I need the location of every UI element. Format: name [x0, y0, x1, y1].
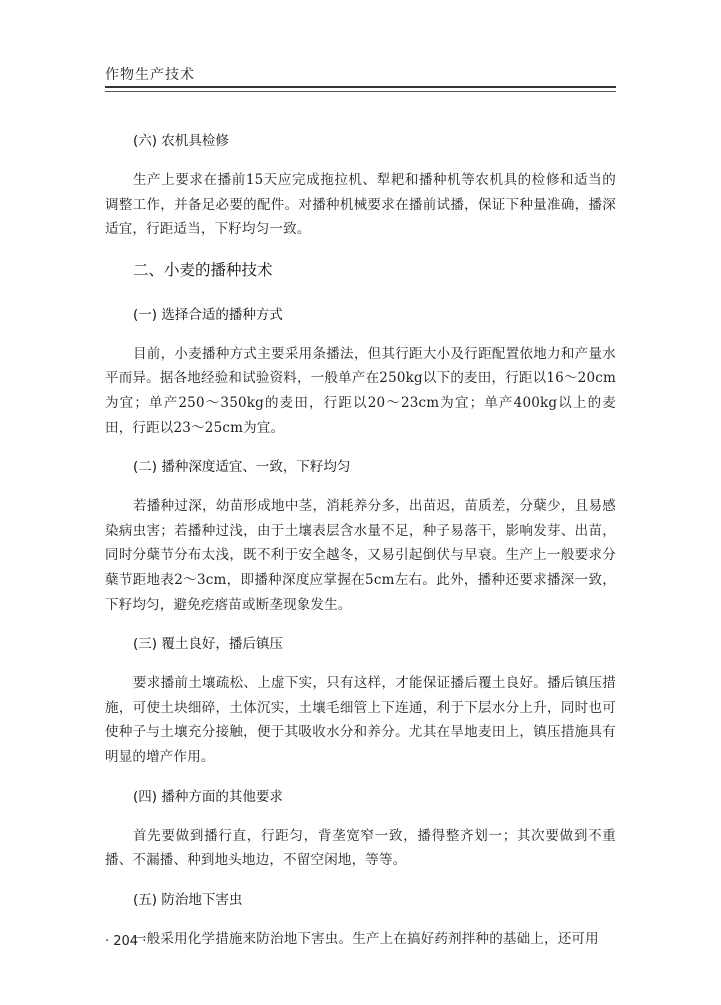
subsection-heading-5: (五) 防治地下害虫: [133, 891, 243, 908]
subsection-heading-3: (三) 覆土良好，播后镇压: [133, 636, 283, 653]
page-body: [105, 128, 616, 965]
header-rule-thin: [105, 91, 616, 92]
paragraph-sowing-method: 目前，小麦播种方式主要采用条播法，但其行距大小及行距配置依地力和产量水平而异。据各地经验和试验资料，一般单产在250kg以下的麦田，行距以16～20cm为宜；单产250～350kg的麦田，行距以20～23cm为宜；单产400kg以上的麦田，行距以23～25cm为宜。: [105, 345, 616, 436]
paragraph-machinery-maintenance: 生产上要求在播前15天应完成拖拉机、犁耙和播种机等农机具的检修和适当的调整工作，并备足必要的配件。对播种机械要求在播前试播，保证下种量准确，播深适宜，行距适当，下籽均匀一致。: [105, 172, 616, 238]
subsection-heading-1: (一) 选择合适的播种方式: [133, 306, 283, 323]
paragraph-sowing-depth: 若播种过深，幼苗形成地中茎，消耗养分多，出苗迟，苗质差，分蘖少，且易感染病虫害；若播种过浅，由于土壤表层含水量不足，种子易落干，影响发芽、出苗，同时分蘖节分布太浅，既不利于安全越冬，又易引起倒伏与早衰。生产上一般要求分蘖节距地表2～3cm，即播种深度应掌握在5cm左右。此外，播种还要求播深一致，下籽均匀，避免疙瘩苗或断垄现象发生。: [105, 498, 616, 613]
subsection-heading-6: (六) 农机具检修: [133, 133, 229, 149]
paragraph-soil-covering: 要求播前土壤疏松、上虚下实，只有这样，才能保证播后覆土良好。播后镇压措施，可使土块细碎，土体沉实，土壤毛细管上下连通，利于下层水分上升，同时也可使种子与土壤充分接触，便于其吸收水分和养分。尤其在旱地麦田上，镇压措施具有明显的增产作用。: [105, 675, 616, 765]
running-title: 作物生产技术: [105, 67, 195, 83]
section-heading-2: 二、小麦的播种技术: [133, 260, 273, 279]
subsection-heading-2: (二) 播种深度适宜、一致，下籽均匀: [133, 459, 351, 476]
page-number: · 204 ·: [105, 934, 147, 949]
header-rule-thick: [105, 86, 616, 88]
paragraph-other-requirements: 首先要做到播行直，行距匀，背垄宽窄一致，播得整齐划一；其次要做到不重播、不漏播、种到地头地边，不留空闲地，等等。: [105, 827, 616, 869]
subsection-heading-4: (四) 播种方面的其他要求: [133, 788, 283, 805]
paragraph-pest-control: 一般采用化学措施来防治地下害虫。生产上在搞好药剂拌种的基础上，还可用: [133, 930, 599, 947]
